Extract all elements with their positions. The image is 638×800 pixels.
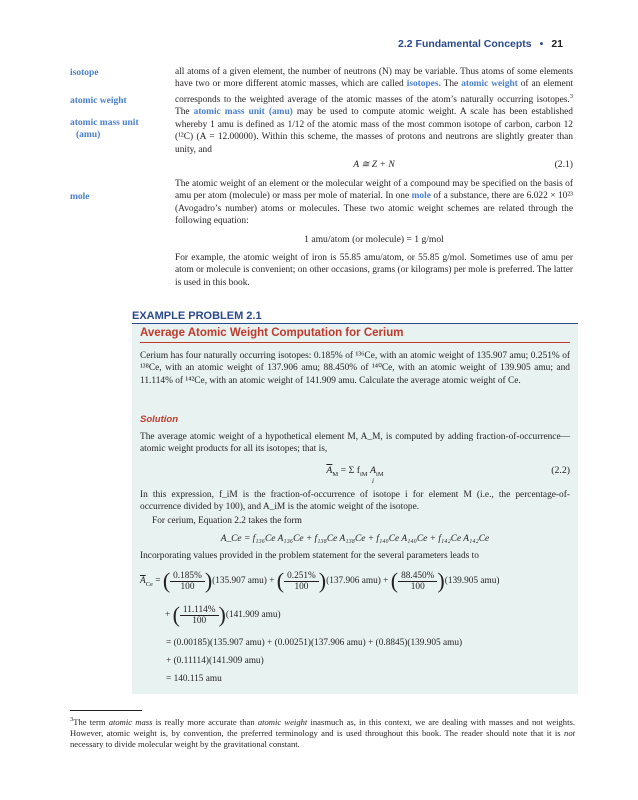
equation-amu-gmol-body: 1 amu/atom (or molecule) = 1 g/mol <box>304 234 444 245</box>
running-header <box>398 38 563 50</box>
keyword-atomic-weight: atomic weight <box>461 79 518 90</box>
para1-text-a: all atoms of a given element, the number of neutrons (N) may be variable. Thus atoms of some elements have two or more different atomic masses, which are called <box>175 67 573 90</box>
calc-result: = 140.115 amu <box>166 674 222 684</box>
eq22-a: A <box>370 465 377 476</box>
margin-term-mole: mole <box>70 192 90 202</box>
calc-m2: (137.906 amu) + <box>326 576 389 587</box>
margin-term-amu <box>70 117 139 141</box>
header-separator: • <box>539 38 544 50</box>
fraction-3-num: 88.450% <box>398 571 437 582</box>
margin-term-atomic-weight: atomic weight <box>70 96 127 106</box>
footnote-text-a: The term <box>73 716 109 727</box>
section-title: 2.2 Fundamental Concepts <box>398 38 532 50</box>
calc-line-1: $\overline{A}_{Ce}$ = ( $\frac{0.185\%}{100}$ )(135.907 amu) + ( $\frac{0.251\%}{100}$ )(137.906 amu) + ( $\frac{88.450\%}{100}$ )(139.905 amu) <box>140 568 500 593</box>
fraction-4-den: 100 <box>192 615 207 626</box>
equation-amu-gmol <box>175 234 573 245</box>
calc-m4: (141.909 amu) <box>225 610 281 621</box>
solution-label: Solution <box>140 414 178 425</box>
para2-text-b: of a substance, there are 6.022 × 10²³ (Avogadro’s number) atoms or molecules. These two atomic weight schemes are related through the following equation: <box>175 191 573 227</box>
eq22-rhs-sum: = Σ f <box>340 465 360 476</box>
eq22-lhs-sub: M <box>332 470 339 478</box>
para3-text: For example, the atomic weight of iron is 55.85 amu/atom, or 55.85 g/mol. Sometimes use of amu per atom or molecule is convenient; on other occasions, grams (or kilograms) per mole is preferred. The latter is used in this book. <box>175 253 573 288</box>
example-heading: EXAMPLE PROBLEM 2.1 <box>132 310 262 322</box>
equation-2-1 <box>175 159 573 170</box>
fraction-1-den: 100 <box>180 581 195 592</box>
example-title: Average Atomic Weight Computation for Cerium <box>140 327 404 339</box>
calc-line-4: + (0.11114)(141.909 amu) <box>166 656 264 666</box>
fraction-3 <box>398 571 437 592</box>
calc-line-3: = (0.00185)(135.907 amu) + (0.00251)(137.906 amu) + (0.8845)(139.905 amu) <box>166 638 463 648</box>
for-cerium-text: For cerium, Equation 2.2 takes the form <box>152 516 302 526</box>
fraction-1 <box>170 571 205 592</box>
fraction-4-num: 11.114% <box>180 605 219 616</box>
margin-term-amu-line2: (amu) <box>76 130 101 140</box>
para1-text-e: may be used to compute atomic weight. A scale has been established whereby 1 amu is defined as 1/12 of the atomic mass of the most common isotope of carbon, carbon 12 (¹²C) (A = 12.00000). Within this scheme, the masses of protons and neutrons are slightly greater than unity, and <box>175 107 573 155</box>
para2-text-a: The atomic weight of an element or the molecular weight of a compound may be specified on the basis of amu per atom (molecule) or mass per mole of material. In one <box>175 179 573 202</box>
paragraph-isotopes <box>175 66 573 156</box>
example-title-rule <box>140 342 570 343</box>
footnote-rule <box>70 710 142 711</box>
calc-lhs-sub: Ce <box>145 581 153 588</box>
keyword-mole: mole <box>411 191 431 202</box>
para1-text-d: The <box>175 107 194 118</box>
equation-2-1-number: (2.1) <box>554 159 573 170</box>
paragraph-iron-example <box>175 252 573 289</box>
example-problem-statement: Cerium has four naturally occurring isotopes: 0.185% of ¹³⁶Ce, with an atomic weight of 135.907 amu; 0.251% of ¹³⁸Ce, with an atomic weight of 137.906 amu; 88.450% of ¹⁴⁰Ce, with an atomic weight of 139.905 amu; and 11.114% of ¹⁴²Ce, with an atomic weight of 141.909 amu. Calculate the average atomic weight of Ce. <box>140 351 570 386</box>
paragraph-mole <box>175 178 573 228</box>
eq22-f-sub: iM <box>359 470 368 478</box>
footnote-text-c: inasmuch as, in this context, we are dealing with masses and not weights. However, atomic weight is, by convention, the preferred terminology and is used throughout this book. The reader should note that it is <box>70 716 575 738</box>
footnote-italic-2: atomic weight <box>257 716 308 727</box>
para1-text-b: The <box>440 79 462 90</box>
margin-term-isotope: isotope <box>70 68 99 78</box>
fraction-2-den: 100 <box>294 581 309 592</box>
footnote <box>70 714 575 750</box>
eq22-lhs: $\overline{A}$ <box>326 465 333 476</box>
footnote-ref: 3 <box>569 92 573 100</box>
calc-lhs: $\overline{A}$ <box>140 576 146 587</box>
equation-cerium-form: A_Ce = f₁₃₆Ce A₁₃₆Ce + f₁₃₈Ce A₁₃₈Ce + f₁₄₀Ce A₁₄₀Ce + f₁₄₂Ce A₁₄₂Ce <box>220 534 490 544</box>
equation-2-2 <box>140 465 570 485</box>
page-number: 21 <box>551 38 563 50</box>
footnote-text-b: is really more accurate than <box>152 716 258 727</box>
fraction-1-num: 0.185% <box>170 571 205 582</box>
footnote-number: 3 <box>70 716 74 723</box>
calc-m1: (135.907 amu) + <box>212 576 275 587</box>
calc-m3: (139.905 amu) <box>444 576 500 587</box>
margin-term-amu-line1: atomic mass unit <box>70 118 139 128</box>
solution-intro: The average atomic weight of a hypothetical element M, A_M, is computed by adding fraction-of-occurrence—atomic weight products for all its isotopes; that is, <box>140 432 570 455</box>
eq22-explanation: In this expression, f_iM is the fraction-of-occurrence of isotope i for element M (i.e., the percentage-of-occurrence divided by 100), and A_iM is the atomic weight of the isotope. <box>140 490 570 513</box>
equation-2-1-body: A ≅ Z + N <box>353 159 395 170</box>
fraction-2 <box>284 571 319 592</box>
footnote-italic-3: not <box>564 727 575 738</box>
equation-2-2-number: (2.2) <box>551 465 570 476</box>
para1-text-c: of an element corresponds to the weighted average of the atomic masses of the atom’s naturally occurring isotopes. <box>175 79 573 105</box>
eq22-sum-index: i <box>372 477 374 485</box>
incorporating-text: Incorporating values provided in the problem statement for the several parameters leads to <box>140 551 479 561</box>
keyword-amu: atomic mass unit (amu) <box>193 107 293 118</box>
footnote-text-d: necessary to divide molecular weight by the gravitational constant. <box>70 738 300 749</box>
calc-line-2: + ( $\frac{11.114\%}{100}$ )(141.909 amu) <box>165 602 281 627</box>
keyword-isotopes: isotopes. <box>406 79 441 90</box>
fraction-3-den: 100 <box>410 581 425 592</box>
eq22-a-sub: iM <box>376 470 384 478</box>
fraction-4 <box>180 605 219 626</box>
fraction-2-num: 0.251% <box>284 571 319 582</box>
footnote-italic-1: atomic mass <box>108 716 153 727</box>
